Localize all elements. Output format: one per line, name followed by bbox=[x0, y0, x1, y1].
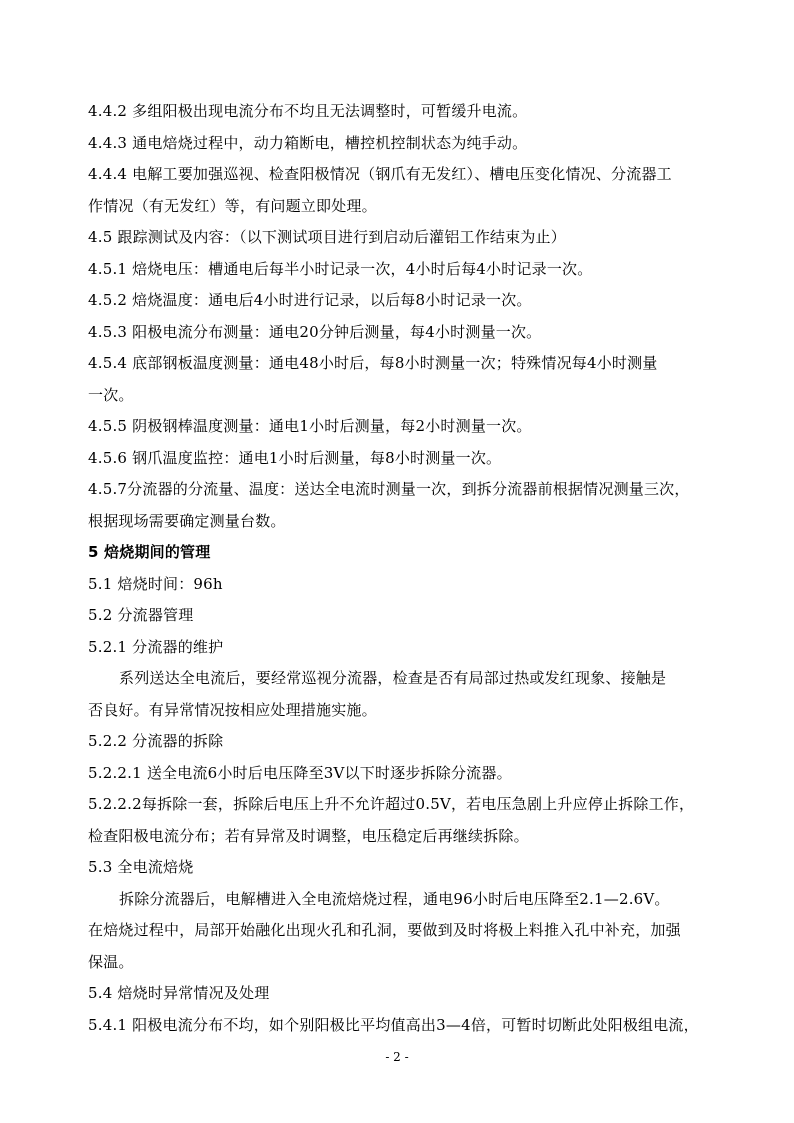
paragraph-line: 拆除分流器后，电解槽进入全电流焙烧过程，通电96小时后电压降至2.1—2.6V。 bbox=[119, 889, 670, 908]
text-line: 4.5 跟踪测试及内容：（以下测试项目进行到启动后灌铝工作结束为止） bbox=[88, 228, 566, 246]
text-line: 4.5.1 焙烧电压：槽通电后每半小时记录一次，4小时后每4小时记录一次。 bbox=[88, 259, 593, 278]
text-line: 5.4.1 阳极电流分布不均，如个别阳极比平均值高出3—4倍，可暂时切断此处阳极组电流， bbox=[88, 1015, 699, 1034]
text-line: 4.5.5 阴极钢棒温度测量：通电1小时后测量，每2小时测量一次。 bbox=[88, 417, 532, 435]
text-line: 否良好。有异常情况按相应处理措施实施。 bbox=[88, 700, 377, 719]
text-line: 根据现场需要确定测量台数。 bbox=[88, 511, 286, 530]
text-line: 4.5.3 阳极电流分布测量：通电20分钟后测量，每4小时测量一次。 bbox=[88, 322, 542, 341]
text-line: 5.2.2 分流器的拆除 bbox=[88, 732, 224, 750]
text-line: 5.2.2.2每拆除一套，拆除后电压上升不允许超过0.5V，若电压急剧上升应停止拆除工作， bbox=[88, 795, 695, 813]
text-line: 5.2.2.1 送全电流6小时后电压降至3V以下时逐步拆除分流器。 bbox=[88, 763, 512, 782]
text-line: 5.2.1 分流器的维护 bbox=[88, 637, 224, 656]
text-line: 4.4.3 通电焙烧过程中，动力箱断电，槽控机控制状态为纯手动。 bbox=[88, 133, 528, 152]
text-line: 5.1 焙烧时间：96h bbox=[88, 574, 223, 593]
text-line: 4.5.4 底部钢板温度测量：通电48小时后，每8小时测量一次；特殊情况每4小时测量 bbox=[88, 354, 658, 372]
text-line: 在焙烧过程中，局部开始融化出现火孔和孔洞，要做到及时将极上料推入孔中补充，加强 bbox=[88, 921, 681, 939]
text-line: 检查阳极电流分布；若有异常及时调整，电压稳定后再继续拆除。 bbox=[88, 826, 529, 845]
paragraph-line: 系列送达全电流后，要经常巡视分流器，检查是否有局部过热或发红现象、接触是 bbox=[119, 669, 667, 687]
page-number: - 2 - bbox=[385, 1050, 409, 1064]
text-line: 5.4 焙烧时异常情况及处理 bbox=[88, 984, 270, 1002]
text-line: 4.5.2 焙烧温度：通电后4小时进行记录，以后每8小时记录一次。 bbox=[88, 291, 532, 309]
text-line: 作情况（有无发红）等，有问题立即处理。 bbox=[88, 196, 377, 215]
text-line: 一次。 bbox=[88, 385, 134, 404]
text-line: 4.4.4 电解工要加强巡视、检查阳极情况（钢爪有无发红）、槽电压变化情况、分流器工 bbox=[88, 165, 672, 183]
text-line: 保温。 bbox=[88, 952, 134, 971]
text-line: 5.2 分流器管理 bbox=[88, 606, 194, 624]
text-line: 4.5.7分流器的分流量、温度：送达全电流时测量一次，到拆分流器前根据情况测量三次， bbox=[88, 480, 690, 498]
text-line: 4.5.6 钢爪温度监控：通电1小时后测量，每8小时测量一次。 bbox=[88, 448, 502, 467]
text-line: 4.4.2 多组阳极出现电流分布不均且无法调整时，可暂缓升电流。 bbox=[88, 102, 528, 120]
section-heading: 5 焙烧期间的管理 bbox=[88, 543, 211, 561]
text-line: 5.3 全电流焙烧 bbox=[88, 858, 194, 876]
document-body bbox=[88, 96, 712, 1041]
